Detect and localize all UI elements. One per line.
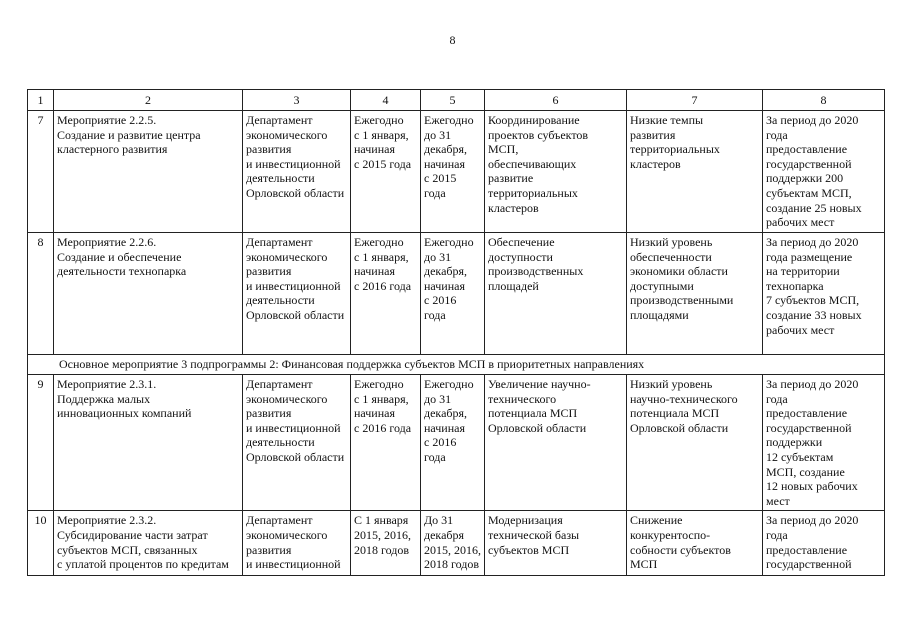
executor-cell: Департамент экономического развития и инвестиционной деятельности Орловской области bbox=[243, 111, 351, 233]
end-date-cell: Ежегодно до 31 декабря, начиная с 2016 года bbox=[421, 375, 485, 511]
section-heading: Основное мероприятие 3 подпрограммы 2: Финансовая поддержка субъектов МСП в приоритетных направлениях bbox=[28, 355, 885, 375]
problem-cell: Низкие темпы развития территориальных кластеров bbox=[627, 111, 763, 233]
event-cell: Мероприятие 2.3.1. Поддержка малых инновационных компаний bbox=[54, 375, 243, 511]
result-cell: За период до 2020 года предоставление государственной поддержки 12 субъектам МСП, создание 12 новых рабочих мест bbox=[763, 375, 885, 511]
event-cell: Мероприятие 2.2.6. Создание и обеспечение деятельности технопарка bbox=[54, 233, 243, 355]
header-cell: 5 bbox=[421, 90, 485, 111]
start-date-cell: Ежегодно с 1 января, начиная с 2016 года bbox=[351, 375, 421, 511]
header-cell: 6 bbox=[485, 90, 627, 111]
result-cell: За период до 2020 года размещение на территории технопарка 7 субъектов МСП, создание 33 новых рабочих мест bbox=[763, 233, 885, 355]
end-date-cell: Ежегодно до 31 декабря, начиная с 2016 года bbox=[421, 233, 485, 355]
row-number: 7 bbox=[28, 111, 54, 233]
result-cell: За период до 2020 года предоставление государственной bbox=[763, 511, 885, 576]
executor-cell: Департамент экономического развития и инвестиционной деятельности Орловской области bbox=[243, 375, 351, 511]
end-date-cell: Ежегодно до 31 декабря, начиная с 2015 года bbox=[421, 111, 485, 233]
header-cell: 1 bbox=[28, 90, 54, 111]
measures-table bbox=[27, 89, 885, 576]
result-cell: За период до 2020 года предоставление государственной поддержки 200 субъектам МСП, создание 25 новых рабочих мест bbox=[763, 111, 885, 233]
problem-cell: Низкий уровень научно-технического потенциала МСП Орловской области bbox=[627, 375, 763, 511]
end-date-cell: До 31 декабря 2015, 2016, 2018 годов bbox=[421, 511, 485, 576]
header-cell: 8 bbox=[763, 90, 885, 111]
row-number: 8 bbox=[28, 233, 54, 355]
header-cell: 2 bbox=[54, 90, 243, 111]
row-number: 9 bbox=[28, 375, 54, 511]
header-cell: 4 bbox=[351, 90, 421, 111]
executor-cell: Департамент экономического развития и инвестиционной деятельности Орловской области bbox=[243, 233, 351, 355]
page-number: 8 bbox=[449, 33, 456, 47]
table-row bbox=[28, 111, 885, 233]
start-date-cell: С 1 января 2015, 2016, 2018 годов bbox=[351, 511, 421, 576]
table-row bbox=[28, 511, 885, 576]
event-cell: Мероприятие 2.2.5. Создание и развитие центра кластерного развития bbox=[54, 111, 243, 233]
start-date-cell: Ежегодно с 1 января, начиная с 2015 года bbox=[351, 111, 421, 233]
table-row bbox=[28, 375, 885, 511]
content-cell: Увеличение научно- технического потенциала МСП Орловской области bbox=[485, 375, 627, 511]
header-cell: 3 bbox=[243, 90, 351, 111]
table-row bbox=[28, 233, 885, 355]
content-cell: Обеспечение доступности производственных площадей bbox=[485, 233, 627, 355]
row-number: 10 bbox=[28, 511, 54, 576]
problem-cell: Низкий уровень обеспеченности экономики области доступными производственными площадями bbox=[627, 233, 763, 355]
problem-cell: Снижение конкурентоспо- собности субъектов МСП bbox=[627, 511, 763, 576]
section-row bbox=[28, 355, 885, 375]
header-row bbox=[28, 90, 885, 111]
start-date-cell: Ежегодно с 1 января, начиная с 2016 года bbox=[351, 233, 421, 355]
event-cell: Мероприятие 2.3.2. Субсидирование части затрат субъектов МСП, связанных с уплатой процентов по кредитам bbox=[54, 511, 243, 576]
content-cell: Модернизация технической базы субъектов МСП bbox=[485, 511, 627, 576]
content-cell: Координирование проектов субъектов МСП, обеспечивающих развитие территориальных кластеров bbox=[485, 111, 627, 233]
executor-cell: Департамент экономического развития и инвестиционной bbox=[243, 511, 351, 576]
header-cell: 7 bbox=[627, 90, 763, 111]
